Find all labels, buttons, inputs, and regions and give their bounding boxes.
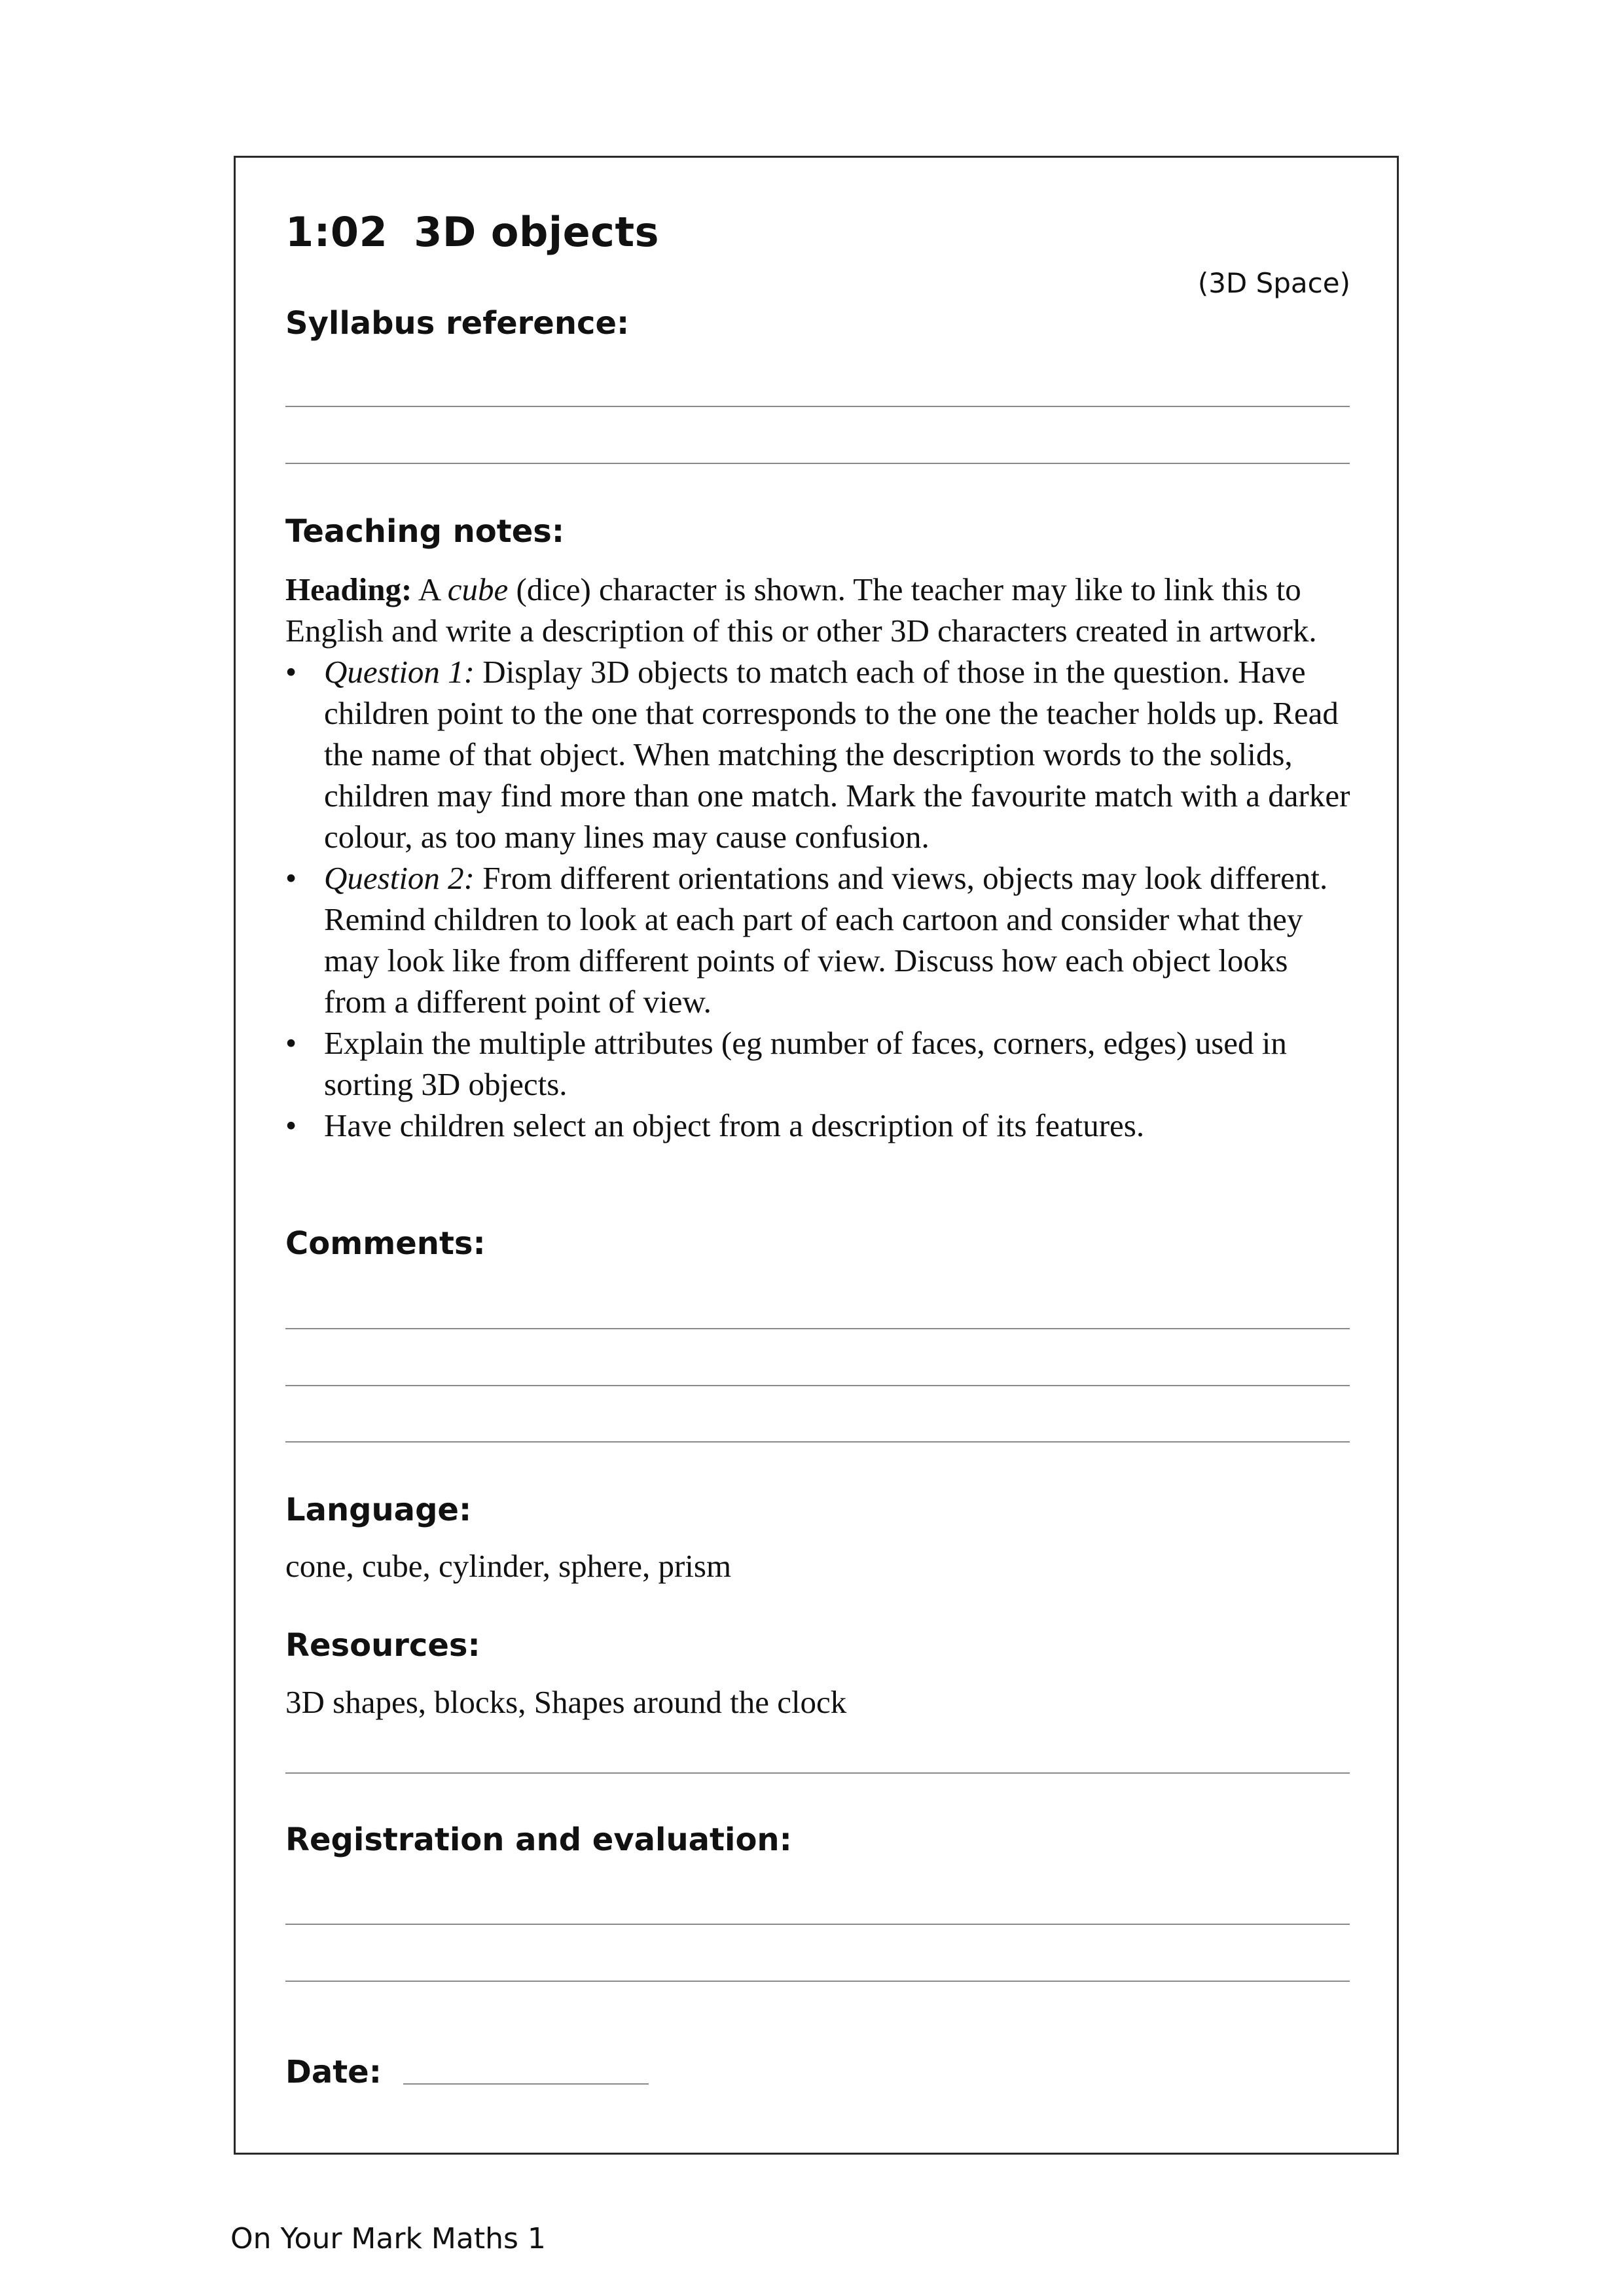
comments-writing-line-1 bbox=[285, 1328, 1350, 1329]
teaching-note-item bbox=[285, 1105, 1352, 1146]
comments-writing-line-2 bbox=[285, 1385, 1350, 1386]
heading-note bbox=[285, 569, 1352, 651]
note-text: Explain the multiple attributes (eg number of faces, corners, edges) used in sorting 3D objects. bbox=[324, 1025, 1287, 1102]
teaching-notes-heading: Teaching notes: bbox=[285, 513, 565, 550]
note-text: Display 3D objects to match each of those in the question. Have children point to the one that corresponds to the one the teacher holds up. Read the name of that object. When matching the description words to the solids, children may find more than one match. Mark the favourite match with a darker colour, as too many lines may cause confusion. bbox=[324, 654, 1350, 855]
language-words: cone, cube, cylinder, sphere, prism bbox=[285, 1548, 732, 1584]
bullet-point: • bbox=[285, 654, 297, 690]
resources-writing-line bbox=[285, 1772, 1350, 1774]
registration-writing-line-2 bbox=[285, 1981, 1350, 1982]
registration-evaluation-heading: Registration and evaluation: bbox=[285, 1821, 792, 1858]
note-text: Have children select an object from a description of its features. bbox=[324, 1107, 1145, 1143]
language-heading: Language: bbox=[285, 1492, 472, 1528]
resources-heading: Resources: bbox=[285, 1627, 480, 1664]
teaching-note-item bbox=[285, 857, 1352, 1022]
heading-note-text: (dice) character is shown. The teacher may like to link this to English and write a description of this or other 3D characters created in artwork. bbox=[285, 571, 1317, 649]
strand-label: (3D Space) bbox=[1197, 267, 1350, 299]
bullet-point: • bbox=[285, 1107, 297, 1143]
comments-heading: Comments: bbox=[285, 1225, 486, 1262]
page-title bbox=[285, 208, 659, 256]
heading-note-pre: A bbox=[418, 571, 440, 607]
teaching-notes-body bbox=[285, 569, 1352, 1146]
lesson-title: 3D objects bbox=[414, 208, 659, 256]
lesson-number: 1:02 bbox=[285, 208, 388, 256]
syllabus-reference-heading: Syllabus reference: bbox=[285, 305, 630, 342]
syllabus-writing-line-1 bbox=[285, 406, 1350, 407]
heading-note-italic: cube bbox=[447, 571, 509, 607]
teaching-note-item bbox=[285, 1022, 1352, 1105]
bullet-point: • bbox=[285, 1025, 297, 1061]
syllabus-writing-line-2 bbox=[285, 463, 1350, 464]
resources-list: 3D shapes, blocks, Shapes around the clock bbox=[285, 1684, 847, 1720]
heading-note-label: Heading: bbox=[285, 571, 412, 607]
note-text: From different orientations and views, objects may look different. Remind children to look at each part of each cartoon and consider what they may look like from different points of view. Discuss how each object looks from a different point of view. bbox=[324, 860, 1328, 1020]
footer-book-title: On Your Mark Maths 1 bbox=[230, 2222, 546, 2255]
note-lead: Question 2: bbox=[324, 860, 475, 896]
note-lead: Question 1: bbox=[324, 654, 475, 690]
date-writing-line bbox=[403, 2083, 649, 2085]
date-label: Date: bbox=[285, 2054, 382, 2090]
bullet-point: • bbox=[285, 860, 297, 896]
teaching-note-item bbox=[285, 651, 1352, 857]
registration-writing-line-1 bbox=[285, 1924, 1350, 1925]
teaching-notes-list bbox=[285, 651, 1352, 1146]
comments-writing-line-3 bbox=[285, 1441, 1350, 1443]
